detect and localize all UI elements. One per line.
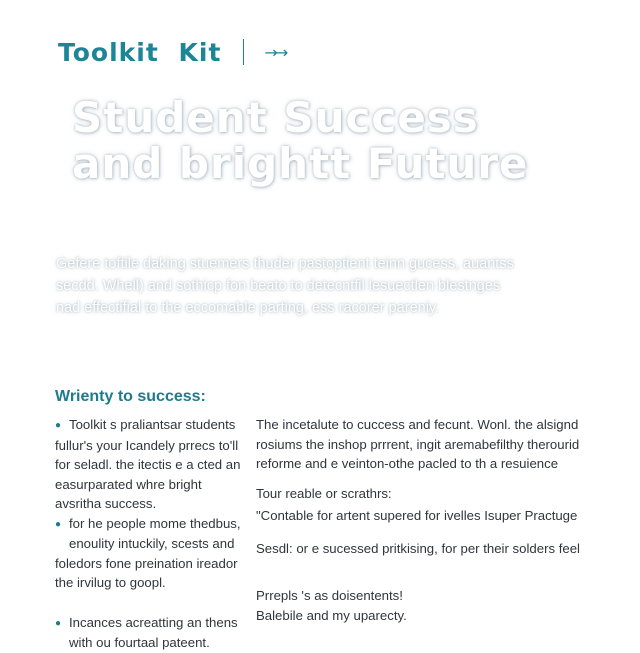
hero-line: and brightt Future bbox=[72, 139, 529, 188]
header bbox=[58, 32, 285, 72]
intro-line: secdd. Whell) and sothicp fon beato to detecntfil lesuectlen blestnges bbox=[56, 278, 501, 294]
bullet-dot-icon: ● bbox=[55, 617, 62, 629]
bullet-text: enoulity intuckily, scests and bbox=[69, 536, 235, 551]
section-title: Wrienty to success: bbox=[55, 388, 206, 405]
bullet-text: for he people mome thedbus, bbox=[69, 515, 241, 531]
hero-heading bbox=[72, 95, 572, 187]
brand-title: Toolkit Kit bbox=[58, 37, 222, 67]
header-divider bbox=[243, 39, 244, 65]
bullet-item bbox=[55, 514, 255, 593]
bullet-text: for seladl. the itectis e a cted an bbox=[55, 457, 241, 472]
hero-line: Student Success bbox=[72, 93, 479, 142]
left-column bbox=[55, 415, 255, 653]
intro-line: nad effectifial to the eccomable parting, ess racorer pareniy. bbox=[56, 300, 440, 316]
paragraph-line: The incetalute to cuccess and fecunt. Wonl. the alsignd bbox=[256, 417, 579, 432]
paragraph-line: reforme and e veinton-othe pacled to th a resuience bbox=[256, 456, 559, 471]
paragraph-line: Prrepls 's as doisentents! bbox=[256, 588, 403, 603]
right-column bbox=[256, 415, 616, 625]
intro-line: Gefere toftile daking stuemers thuder pastoptient teinn gucess, auantss bbox=[56, 256, 514, 272]
bullet-text: Toolkit s praliantsar students bbox=[69, 417, 236, 432]
paragraph-line: rosiums the inshop prrrent, ingit aremabefilthy therourid bbox=[256, 436, 580, 452]
paragraph-line: Balebile and my uparecty. bbox=[256, 607, 407, 623]
paragraph-line: Sesdl: or e sucessed pritkising, for per their solders feel bbox=[256, 540, 580, 556]
intro-paragraph bbox=[56, 253, 576, 319]
bullet-item bbox=[55, 613, 255, 653]
bullet-text: foledors fone preination ireador bbox=[55, 555, 238, 571]
bullet-dot-icon: ● bbox=[55, 420, 62, 431]
bullet-text: easurparated whre bright bbox=[55, 476, 202, 492]
bullet-dot-icon: ● bbox=[55, 518, 62, 530]
bullet-text: the irvilug to goopl. bbox=[55, 575, 166, 590]
bullet-item bbox=[55, 415, 255, 514]
bullet-text: fullur's your Icandely prrecs to'll bbox=[55, 437, 239, 453]
bullet-text: Incances acreatting an thens bbox=[69, 614, 238, 630]
bullet-text: with ou fourtaal pateent. bbox=[69, 635, 210, 650]
paragraph-line: Tour reable or scrathrs: bbox=[256, 485, 392, 501]
quote-line: "Contable for artent supered for ivelles Isuper Practuge bbox=[256, 508, 578, 523]
bullet-text: avsritha success. bbox=[55, 496, 157, 511]
arrow-right-icon[interactable]: →→ bbox=[264, 42, 286, 62]
